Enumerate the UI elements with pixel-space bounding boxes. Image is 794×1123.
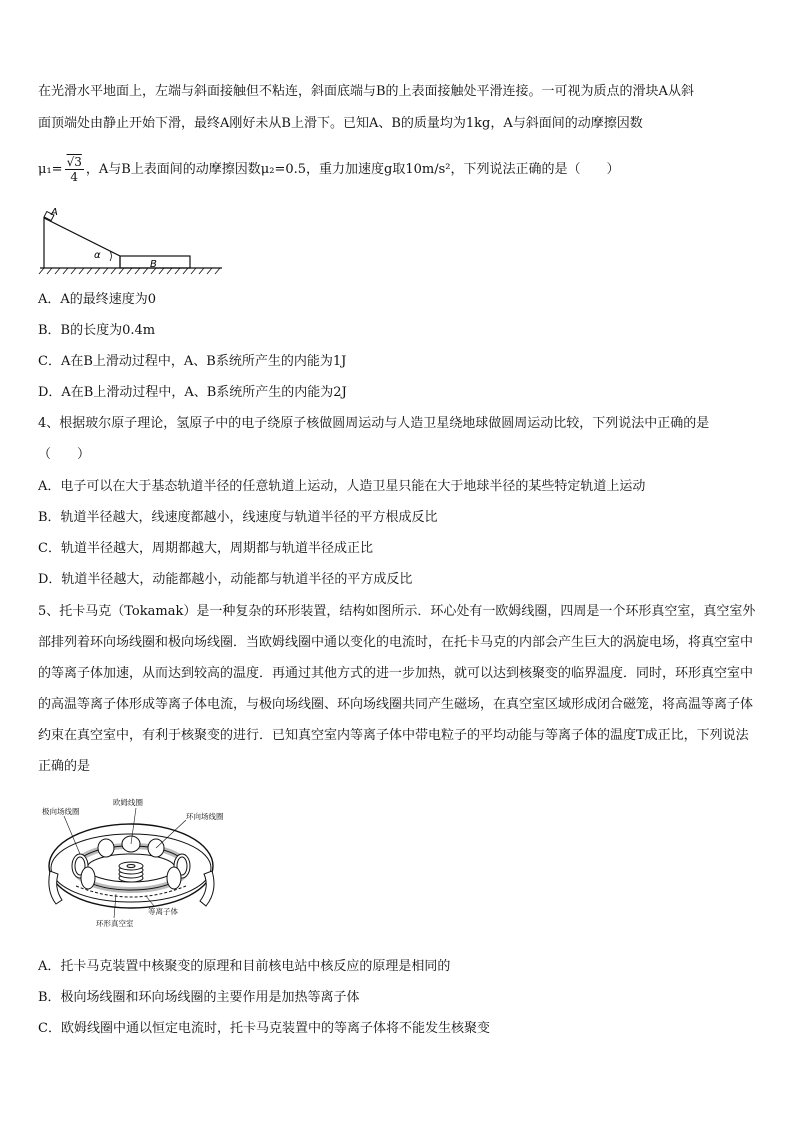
q4-option-b: B．轨道半径越大，线速度都越小，线速度与轨道半径的平方根成反比 <box>38 510 438 525</box>
q3-option-c: C．A在B上滑动过程中，A、B系统所产生的内能为1J <box>38 354 347 369</box>
q3-option-d: D．A在B上滑动过程中，A、B系统所产生的内能为2J <box>38 385 347 400</box>
q3-option-b: B．B的长度为0.4m <box>38 323 156 338</box>
label-ohmic-coil: 欧姆线圈 <box>113 798 143 807</box>
leader-toroidal <box>156 820 186 848</box>
q4-stem-line-1: 4、根据玻尔原子理论，氢原子中的电子绕原子核做圆周运动与人造卫星绕地球做圆周运动比较，下列说法中正确的是 <box>38 416 710 431</box>
q3-stem-line-3 <box>38 150 619 190</box>
mu1-fraction <box>65 155 84 184</box>
angle-arc <box>110 251 111 261</box>
q4-option-d: D．轨道半径越大，动能都越小，动能都与轨道半径的平方成反比 <box>38 572 413 587</box>
label-a: A <box>51 207 58 218</box>
q4-option-c: C．轨道半径越大，周期都越大，周期都与轨道半径成正比 <box>38 541 373 556</box>
right-cut-ring <box>200 871 214 906</box>
q3-stem-line-1: 在光滑水平地面上，左端与斜面接触但不粘连，斜面底端与B的上表面接触处平滑连接。一可视为质点的滑块A从斜 <box>38 84 694 99</box>
q3-stem-rest: ，A与B上表面间的动摩擦因数μ₂=0.5，重力加速度g取10m/s²，下列说法正确的是（ ） <box>85 162 620 177</box>
mu1-denominator: 4 <box>70 170 79 184</box>
ground-hatching <box>39 268 220 274</box>
q3-stem-line-2: 面顶端处由静止开始下滑，最终A刚好未从B上滑下。已知A、B的质量均为1kg，A与斜面间的动摩擦因数 <box>38 116 643 131</box>
label-alpha: α <box>94 250 101 261</box>
leader-chamber <box>114 894 116 918</box>
incline-wedge <box>44 218 120 268</box>
label-vacuum-chamber: 环形真空室 <box>96 919 134 928</box>
label-b: B <box>150 259 157 270</box>
q5-option-c: C．欧姆线圈中通以恒定电流时，托卡马克装置中的等离子体将不能发生核聚变 <box>38 1021 490 1036</box>
q3-option-a: A．A的最终速度为0 <box>38 292 157 307</box>
tokamak-figure <box>36 796 226 936</box>
label-toroidal-coil: 环向场线圈 <box>186 812 224 821</box>
mu1-numerator: √3 <box>66 155 82 169</box>
mu1-label: μ₁= <box>38 162 63 177</box>
tokamak-drawing <box>49 808 214 918</box>
incline-figure <box>36 204 226 276</box>
ohmic-coil-stack <box>119 862 143 882</box>
label-poloidal-coil: 极向场线圈 <box>42 807 80 816</box>
q4-stem-line-2: （ ） <box>38 447 91 462</box>
label-plasma: 等离子体 <box>148 907 178 916</box>
q5-stem: 5、托卡马克（Tokamak）是一种复杂的环形装置，结构如图所示．环心处有一欧姆线圈，四周是一个环形真空室，真空室外部排列着环向场线圈和极向场线圈．当欧姆线圈中通以变化的电流时，在托卡马克的内部会产生巨大的涡旋电场，将真空室中的等离子体加速，从而达到较高的温度．再通过其他方式的进一步加热，就可以达到核聚变的临界温度．同时，环形真空室中的高温等离子体形成等离子体电流，与极向场线圈、环向场线圈共同产生磁场，在真空室区域形成闭合磁笼，将高温等离子体约束在真空室中，有利于核聚变的进行．已知真空室内等离子体中带电粒子的平均动能与等离子体的温度T成正比，下列说法正确的是 <box>38 604 756 774</box>
q5-option-b: B．极向场线圈和环向场线圈的主要作用是加热等离子体 <box>38 990 360 1005</box>
q4-option-a: A．电子可以在大于基态轨道半径的任意轨道上运动，人造卫星只能在大于地球半径的某些特定轨道上运动 <box>38 479 646 494</box>
q5-option-a: A．托卡马克装置中核聚变的原理和目前核电站中核反应的原理是相同的 <box>38 959 451 974</box>
